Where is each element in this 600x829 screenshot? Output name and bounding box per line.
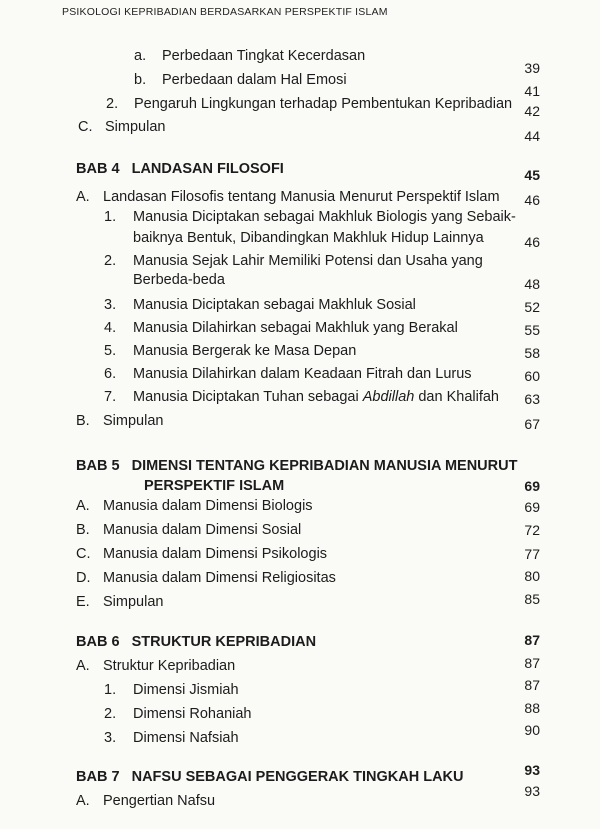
toc-entry-text: Simpulan xyxy=(103,594,164,610)
toc-entry-text: Dimensi Rohaniah xyxy=(133,706,252,722)
toc-page-number: 93 xyxy=(524,783,540,799)
toc-entry-text-part: dan Khalifah xyxy=(414,389,499,405)
toc-marker: 4. xyxy=(104,320,117,336)
toc-entry-text: Landasan Filosofis tentang Manusia Menurut Perspektif Islam xyxy=(103,189,500,205)
toc-page-number: 45 xyxy=(524,167,540,183)
toc-marker: A. xyxy=(76,793,90,809)
toc-marker: 1. xyxy=(104,209,117,225)
toc-page-number: 67 xyxy=(524,416,540,432)
toc-entry-text: Simpulan xyxy=(103,413,164,429)
toc-marker: 6. xyxy=(104,366,117,382)
toc-marker: D. xyxy=(76,570,91,586)
toc-marker: A. xyxy=(76,658,90,674)
toc-page-number: 60 xyxy=(524,368,540,384)
toc-page-number: 46 xyxy=(524,192,540,208)
toc-entry-text: Dimensi Jismiah xyxy=(133,682,239,698)
toc-entry-text-continued: baiknya Bentuk, Dibandingkan Makhluk Hidup Lainnya xyxy=(133,230,484,246)
chapter-heading: BAB 7 NAFSU SEBAGAI PENGGERAK TINGKAH LAKU xyxy=(76,769,464,785)
toc-page-number: 41 xyxy=(524,83,540,99)
toc-entry-emphasis: Abdillah xyxy=(362,389,415,405)
toc-page-number: 52 xyxy=(524,299,540,315)
show-through-decoration xyxy=(410,56,419,87)
toc-marker: A. xyxy=(76,189,90,205)
toc-page-number: 90 xyxy=(524,722,540,738)
toc-marker: C. xyxy=(78,119,93,135)
chapter-heading-continued: PERSPEKTIF ISLAM xyxy=(144,478,285,494)
toc-page-number: 44 xyxy=(524,128,540,144)
toc-marker: b. xyxy=(134,72,147,88)
toc-marker: 3. xyxy=(104,297,117,313)
toc-page-number: 77 xyxy=(524,546,540,562)
toc-page-number: 87 xyxy=(524,677,540,693)
toc-marker: A. xyxy=(76,498,90,514)
toc-entry-text: Manusia Dilahirkan sebagai Makhluk yang Berakal xyxy=(133,320,458,336)
toc-page-number: 58 xyxy=(524,345,540,361)
toc-page-number: 69 xyxy=(524,478,540,494)
running-header: PSIKOLOGI KEPRIBADIAN BERDASARKAN PERSPEKTIF ISLAM xyxy=(62,6,388,18)
toc-entry-text: Manusia Dilahirkan dalam Keadaan Fitrah dan Lurus xyxy=(133,366,472,382)
toc-entry-text: Manusia dalam Dimensi Sosial xyxy=(103,522,302,538)
toc-entry-text: Manusia dalam Dimensi Psikologis xyxy=(103,546,328,562)
chapter-heading: BAB 4 LANDASAN FILOSOFI xyxy=(76,161,284,177)
toc-entry-text: Dimensi Nafsiah xyxy=(133,730,239,746)
toc-marker: 7. xyxy=(104,389,117,405)
toc-page-number: 87 xyxy=(524,655,540,671)
toc-marker: C. xyxy=(76,546,91,562)
toc-marker: 2. xyxy=(104,253,117,269)
toc-page-number: 72 xyxy=(524,522,540,538)
toc-page-number: 48 xyxy=(524,276,540,292)
chapter-heading: BAB 6 STRUKTUR KEPRIBADIAN xyxy=(76,634,317,650)
toc-marker: 2. xyxy=(104,706,117,722)
toc-entry-text: Manusia Diciptakan sebagai Makhluk Biologis yang Sebaik- xyxy=(133,209,516,225)
toc-page-number: 80 xyxy=(524,568,540,584)
toc-entry-text: Perbedaan dalam Hal Emosi xyxy=(162,72,347,88)
toc-page-number: 46 xyxy=(524,234,540,250)
toc-page-number: 69 xyxy=(524,499,540,515)
toc-marker: 2. xyxy=(106,96,119,112)
toc-page-number: 93 xyxy=(524,762,540,778)
toc-marker: 1. xyxy=(104,682,117,698)
toc-page-number: 39 xyxy=(524,60,540,76)
toc-page-number: 42 xyxy=(524,103,540,119)
toc-entry-text xyxy=(133,388,499,406)
toc-marker: 5. xyxy=(104,343,117,359)
toc-entry-text: Manusia dalam Dimensi Biologis xyxy=(103,498,313,514)
toc-page-number: 63 xyxy=(524,391,540,407)
toc-entry-text: Manusia Sejak Lahir Memiliki Potensi dan Usaha yang xyxy=(133,253,483,269)
toc-page-number: 85 xyxy=(524,591,540,607)
toc-entry-text-part: Manusia Diciptakan Tuhan sebagai xyxy=(133,389,363,405)
toc-page-number: 87 xyxy=(524,632,540,648)
toc-entry-text: Manusia Diciptakan sebagai Makhluk Sosial xyxy=(133,297,416,313)
toc-entry-text: Pengertian Nafsu xyxy=(103,793,216,809)
toc-entry-text: Pengaruh Lingkungan terhadap Pembentukan Kepribadian xyxy=(134,96,513,112)
toc-page-number: 55 xyxy=(524,322,540,338)
toc-entry-text: Perbedaan Tingkat Kecerdasan xyxy=(162,48,366,64)
toc-marker: E. xyxy=(76,594,90,610)
toc-entry-text-continued: Berbeda-beda xyxy=(133,272,225,288)
chapter-heading: BAB 5 DIMENSI TENTANG KEPRIBADIAN MANUSIA MENURUT xyxy=(76,458,518,474)
toc-entry-text: Manusia Bergerak ke Masa Depan xyxy=(133,343,357,359)
toc-marker: 3. xyxy=(104,730,117,746)
toc-entry-text: Simpulan xyxy=(105,119,166,135)
toc-marker: B. xyxy=(76,413,90,429)
toc-page-number: 88 xyxy=(524,700,540,716)
toc-marker: a. xyxy=(134,48,147,64)
toc-marker: B. xyxy=(76,522,90,538)
toc-entry-text: Manusia dalam Dimensi Religiositas xyxy=(103,570,336,586)
toc-entry-text: Struktur Kepribadian xyxy=(103,658,236,674)
